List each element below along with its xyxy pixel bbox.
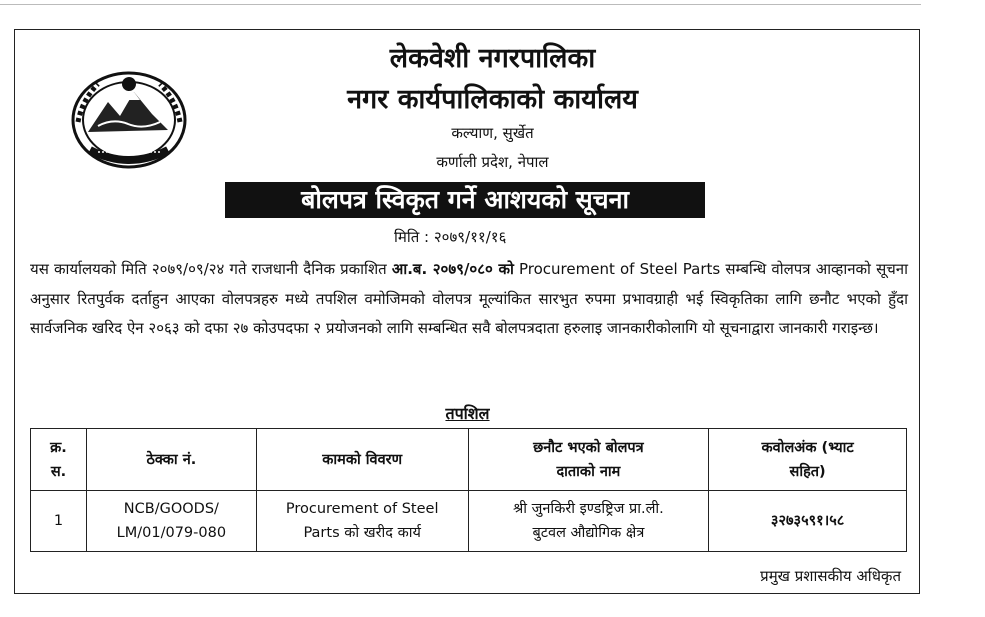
header-amount: कवोलअंक (भ्याट सहित) xyxy=(709,429,907,491)
fiscal-year-bold: आ.ब. २०७९/०८० को xyxy=(391,260,514,278)
header-sn: क्र. स. xyxy=(31,429,87,491)
paragraph-part-1: यस कार्यालयको मिति २०७९/०९/२४ गते राजधानी दैनिक प्रकाशित xyxy=(30,260,387,278)
municipality-name: लेकवेशी नगरपालिका xyxy=(389,43,596,74)
notice-title-banner: बोलपत्र स्विकृत गर्ने आशयको सूचना xyxy=(225,182,705,218)
signature-title: प्रमुख प्रशासकीय अधिकृत xyxy=(760,567,901,585)
notice-paragraph xyxy=(30,255,908,344)
cell-sn: 1 xyxy=(31,491,87,552)
office-title: नगर कार्यपालिकाको कार्यालय xyxy=(347,84,638,115)
cell-amount: ३२७३५९१।५८ xyxy=(709,491,907,552)
address-line-2: कर्णाली प्रदेश, नेपाल xyxy=(436,153,549,171)
header-contract-no: ठेक्का नं. xyxy=(86,429,256,491)
cell-description: Procurement of Steel Parts को खरीद कार्य xyxy=(256,491,468,552)
cell-contract-no: NCB/GOODS/ LM/01/079-080 xyxy=(86,491,256,552)
cell-bidder: श्री जुनकिरी इण्डष्ट्रिज प्रा.ली. बुटवल औद्योगिक क्षेत्र xyxy=(468,491,709,552)
paragraph-part-2: Procurement of Steel Parts सम्बन्धि वोलपत्र आव्हानको सूचना अनुसार रितपुर्वक दर्ताहुन आएका वोलपत्रहरु मध्ये तपशिल वमोजिमको वोलपत्र मूल्यांकित सारभुत रुपमा प्रभावग्राही भई स्विकृतिका लागि छनौट भएको हुँदा सार्वजनिक खरिद ऐन २०६३ को दफा २७ कोउपदफा २ प्रयोजनको लागि सम्बन्धित सवै बोलपत्रदाता हरुलाइ जानकारीकोलागि यो सूचनाद्वारा जानकारी गराइन्छ। xyxy=(30,260,908,337)
table-heading: तपशिल xyxy=(445,404,490,423)
table-header-row xyxy=(31,429,907,491)
top-divider xyxy=(0,4,921,5)
details-table xyxy=(30,428,907,552)
address-line-1: कल्याण, सुर्खेत xyxy=(451,124,534,142)
header-description: कामको विवरण xyxy=(256,429,468,491)
notice-date: मिति : २०७९/११/१६ xyxy=(394,228,507,246)
header-bidder: छनौट भएको बोलपत्र दाताको नाम xyxy=(468,429,709,491)
table-row xyxy=(31,491,907,552)
